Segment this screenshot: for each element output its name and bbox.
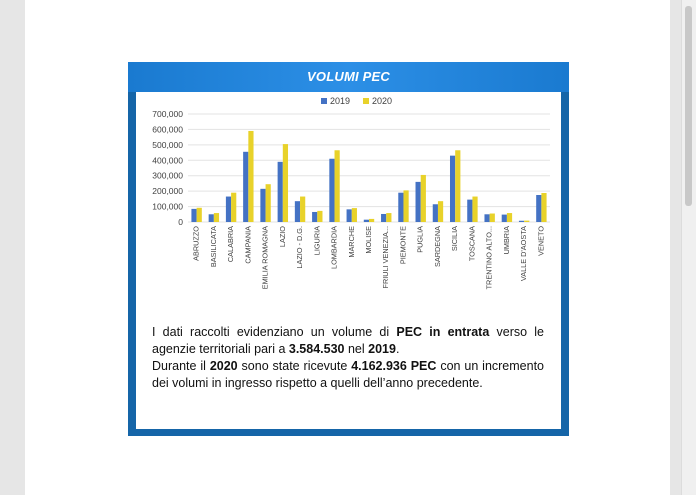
text-run: sono state ricevute — [237, 359, 352, 373]
bar-2020 — [524, 221, 529, 222]
legend-label: 2020 — [372, 96, 393, 106]
slide-body — [136, 92, 561, 429]
summary-text — [152, 324, 544, 392]
x-tick-label: SARDEGNA — [432, 226, 442, 267]
x-tick-label: BASILICATA — [208, 226, 218, 268]
bar-2020 — [248, 131, 253, 222]
summary-paragraph-2 — [152, 358, 544, 392]
bar-2020 — [352, 208, 357, 222]
bar-2019 — [347, 209, 352, 222]
bar-2020 — [317, 211, 322, 222]
bar-2019 — [433, 204, 438, 222]
bar-2019 — [295, 201, 300, 222]
x-tick-label: LAZIO - D.G. — [295, 226, 305, 269]
scrollbar-thumb[interactable] — [685, 6, 692, 206]
bar-2019 — [260, 189, 265, 222]
y-tick-label: 500,000 — [152, 139, 183, 150]
bar-2019 — [536, 195, 541, 222]
bar-2019 — [329, 159, 334, 222]
bar-2019 — [502, 215, 507, 222]
text-run: con un incremento dei volumi in ingresso rispetto a quelli dell’anno precedente. — [152, 359, 544, 390]
text-run-bold: 4.162.936 PEC — [351, 359, 437, 373]
bar-2020 — [507, 213, 512, 222]
legend-swatch — [363, 98, 369, 104]
bar-2020 — [266, 184, 271, 222]
bar-2019 — [519, 221, 524, 222]
bar-2020 — [300, 197, 305, 222]
bar-2020 — [490, 214, 495, 222]
bar-2020 — [214, 213, 219, 222]
x-tick-label: VENETO — [536, 226, 546, 256]
x-tick-label: TOSCANA — [467, 226, 477, 262]
bar-2019 — [312, 212, 317, 222]
bar-2020 — [421, 175, 426, 222]
x-tick-label: SICILIA — [450, 226, 460, 252]
text-run-bold: 2019 — [368, 342, 396, 356]
x-tick-label: CAMPANIA — [243, 226, 253, 264]
legend-swatch — [321, 98, 327, 104]
bar-2020 — [231, 193, 236, 222]
bar-chart — [136, 92, 561, 322]
vertical-scrollbar[interactable] — [681, 0, 696, 495]
bar-2019 — [416, 182, 421, 222]
bar-2019 — [226, 197, 231, 222]
text-run: I dati raccolti evidenziano un volume di — [152, 325, 397, 339]
bar-2019 — [278, 162, 283, 222]
bar-2020 — [541, 193, 546, 222]
y-tick-label: 700,000 — [152, 109, 183, 119]
bar-2019 — [191, 209, 196, 222]
bar-2020 — [403, 190, 408, 222]
slide-frame — [128, 62, 569, 436]
text-run: Durante il — [152, 359, 210, 373]
x-tick-label: TRENTINO ALTO... — [484, 226, 494, 290]
bar-2019 — [484, 214, 489, 222]
bar-2020 — [472, 197, 477, 222]
x-tick-label: FRIULI VENEZIA... — [381, 226, 391, 289]
x-tick-label: ABRUZZO — [191, 226, 201, 261]
text-run-bold: 2020 — [209, 359, 238, 373]
bar-2020 — [335, 150, 340, 222]
bar-2019 — [364, 220, 369, 222]
y-tick-label: 0 — [178, 217, 183, 227]
y-tick-label: 100,000 — [152, 201, 183, 212]
y-tick-label: 600,000 — [152, 124, 183, 135]
x-tick-label: UMBRIA — [501, 226, 511, 255]
bar-2019 — [450, 156, 455, 222]
bar-2019 — [398, 193, 403, 222]
bar-2019 — [209, 214, 214, 222]
x-tick-label: VALLE D'AOSTA — [519, 226, 529, 282]
bar-2020 — [386, 213, 391, 222]
bar-2020 — [197, 208, 202, 222]
x-tick-label: EMILIA ROMAGNA — [260, 226, 270, 290]
bar-2020 — [369, 219, 374, 222]
legend-label: 2019 — [330, 96, 351, 106]
x-tick-label: MOLISE — [364, 226, 373, 254]
text-run-bold: 3.584.530 — [288, 342, 345, 356]
x-tick-label: CALABRIA — [226, 226, 236, 263]
x-tick-label: PUGLIA — [415, 226, 425, 253]
bar-2020 — [455, 150, 460, 222]
x-tick-label: MARCHE — [346, 226, 356, 258]
slide-title: VOLUMI PEC — [307, 69, 390, 84]
bar-2019 — [381, 214, 386, 222]
bar-2019 — [243, 152, 248, 222]
y-tick-label: 300,000 — [152, 170, 183, 181]
text-run-bold: PEC in entrata — [396, 325, 490, 339]
x-tick-label: PIEMONTE — [398, 226, 408, 265]
text-run: nel — [344, 342, 369, 356]
bar-2019 — [467, 200, 472, 222]
slide-header — [128, 62, 569, 92]
bar-2020 — [283, 144, 288, 222]
text-run: verso le agenzie territoriali pari a — [152, 325, 544, 356]
x-tick-label: LAZIO — [277, 226, 287, 248]
text-run: . — [395, 342, 400, 356]
x-tick-label: LIGURIA — [312, 226, 322, 256]
y-tick-label: 400,000 — [152, 155, 183, 166]
bar-2020 — [438, 201, 443, 222]
summary-paragraph-1 — [152, 324, 544, 358]
y-tick-label: 200,000 — [152, 186, 183, 197]
x-tick-label: LOMBARDIA — [329, 226, 339, 269]
